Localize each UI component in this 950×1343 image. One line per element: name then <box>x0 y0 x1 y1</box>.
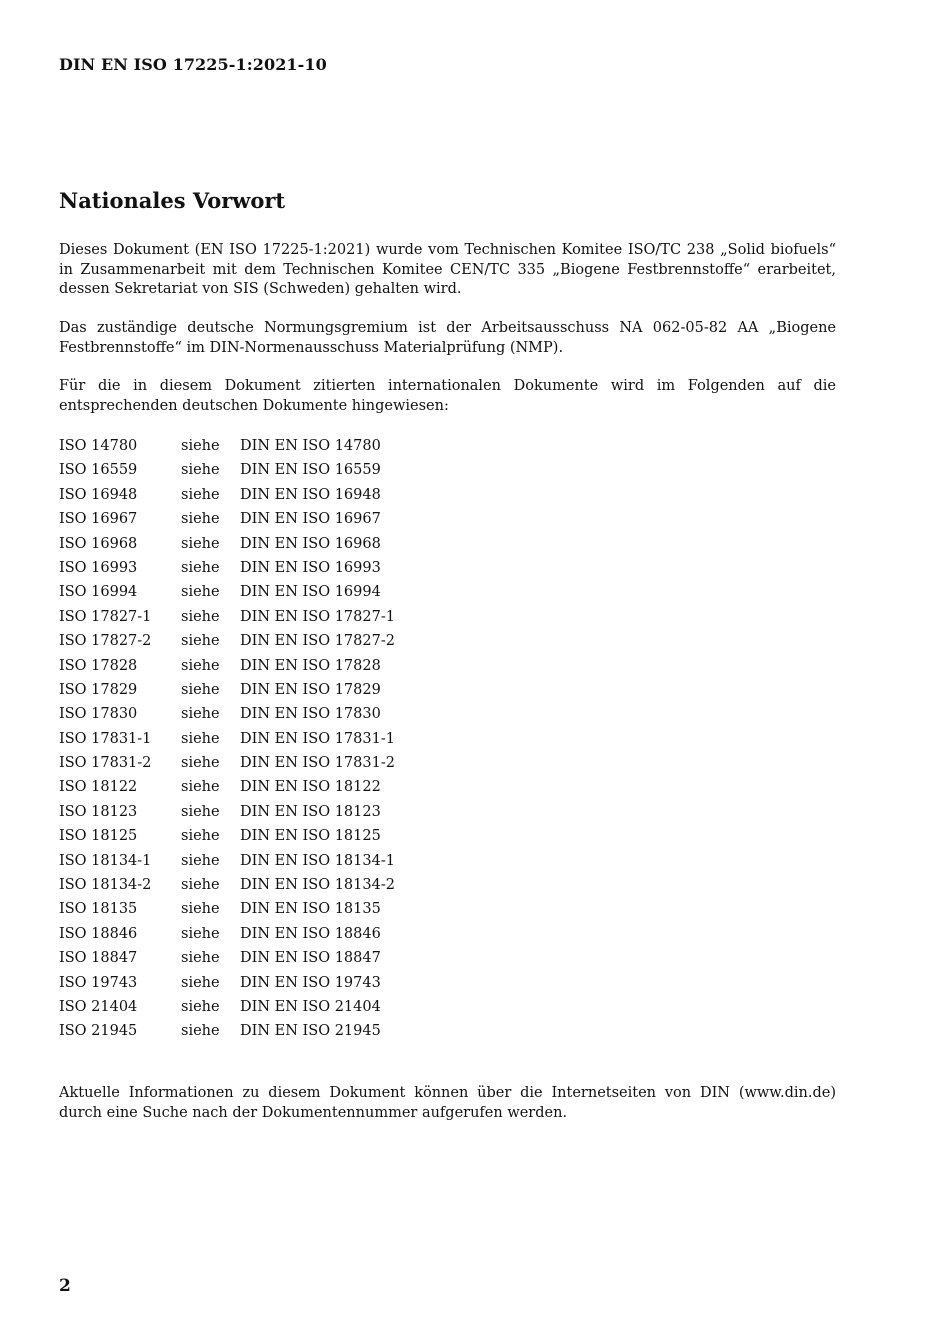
reference-row <box>59 849 395 873</box>
reference-iso-number: ISO 18846 <box>59 925 138 942</box>
reference-row <box>59 897 395 921</box>
reference-din-number: DIN EN ISO 16994 <box>240 584 381 601</box>
reference-iso-number: ISO 17828 <box>59 657 138 674</box>
reference-siehe-word: siehe <box>181 852 220 869</box>
reference-row <box>59 946 395 970</box>
reference-siehe-word: siehe <box>181 559 220 576</box>
reference-row <box>59 532 395 556</box>
reference-iso-number: ISO 17829 <box>59 681 138 698</box>
reference-din-number: DIN EN ISO 17827-1 <box>240 608 395 625</box>
reference-list <box>59 434 395 1044</box>
reference-row <box>59 727 395 751</box>
reference-siehe-word: siehe <box>181 706 220 723</box>
reference-iso-number: ISO 18134-2 <box>59 877 152 894</box>
reference-row <box>59 1019 395 1043</box>
reference-row <box>59 751 395 775</box>
reference-din-number: DIN EN ISO 17830 <box>240 706 381 723</box>
reference-row <box>59 458 395 482</box>
page-number: 2 <box>59 1276 71 1296</box>
reference-iso-number: ISO 16967 <box>59 511 138 528</box>
reference-siehe-word: siehe <box>181 535 220 552</box>
reference-din-number: DIN EN ISO 21404 <box>240 998 381 1015</box>
reference-iso-number: ISO 16559 <box>59 462 138 479</box>
reference-row <box>59 580 395 604</box>
reference-siehe-word: siehe <box>181 657 220 674</box>
reference-siehe-word: siehe <box>181 950 220 967</box>
reference-iso-number: ISO 18847 <box>59 950 138 967</box>
reference-iso-number: ISO 18122 <box>59 779 138 796</box>
reference-siehe-word: siehe <box>181 755 220 772</box>
reference-iso-number: ISO 18135 <box>59 901 138 918</box>
section-title: Nationales Vorwort <box>59 188 286 213</box>
reference-iso-number: ISO 16948 <box>59 486 138 503</box>
reference-siehe-word: siehe <box>181 730 220 747</box>
reference-din-number: DIN EN ISO 14780 <box>240 438 381 454</box>
reference-siehe-word: siehe <box>181 633 220 650</box>
reference-din-number: DIN EN ISO 18134-2 <box>240 877 395 894</box>
reference-iso-number: ISO 17827-1 <box>59 608 152 625</box>
reference-row <box>59 654 395 678</box>
reference-siehe-word: siehe <box>181 803 220 820</box>
reference-siehe-word: siehe <box>181 974 220 991</box>
reference-row <box>59 775 395 799</box>
reference-din-number: DIN EN ISO 18846 <box>240 925 381 942</box>
reference-siehe-word: siehe <box>181 877 220 894</box>
reference-siehe-word: siehe <box>181 681 220 698</box>
reference-iso-number: ISO 17830 <box>59 706 138 723</box>
reference-iso-number: ISO 17827-2 <box>59 633 152 650</box>
reference-din-number: DIN EN ISO 17827-2 <box>240 633 395 650</box>
reference-row <box>59 922 395 946</box>
reference-row <box>59 483 395 507</box>
reference-row <box>59 873 395 897</box>
paragraph-references-intro: Für die in diesem Dokument zitierten internationalen Dokumente wird im Folgenden auf die entsprechenden deutschen Dokumente hingewiesen: <box>59 378 836 414</box>
reference-row <box>59 434 395 458</box>
reference-row <box>59 678 395 702</box>
reference-siehe-word: siehe <box>181 608 220 625</box>
reference-row <box>59 824 395 848</box>
paragraph-committee: Dieses Dokument (EN ISO 17225-1:2021) wurde vom Technischen Komitee ISO/TC 238 „Solid biofuels“ in Zusammenarbeit mit dem Technischen Komitee CEN/TC 335 „Biogene Festbrennstoffe“ erarbeitet, dessen Sekretariat von SIS (Schweden) gehalten wird. <box>59 242 836 297</box>
reference-din-number: DIN EN ISO 16948 <box>240 486 381 503</box>
paragraph-responsible-body: Das zuständige deutsche Normungsgremium ist der Arbeitsausschuss NA 062-05-82 AA „Biogene Festbrennstoffe“ im DIN-Normenausschuss Materialprüfung (NMP). <box>59 320 836 356</box>
reference-siehe-word: siehe <box>181 1023 220 1040</box>
reference-iso-number: ISO 19743 <box>59 974 138 991</box>
document-header: DIN EN ISO 17225-1:2021-10 <box>59 55 327 74</box>
reference-siehe-word: siehe <box>181 511 220 528</box>
reference-siehe-word: siehe <box>181 462 220 479</box>
reference-siehe-word: siehe <box>181 779 220 796</box>
reference-row <box>59 800 395 824</box>
reference-siehe-word: siehe <box>181 901 220 918</box>
reference-row <box>59 605 395 629</box>
reference-row <box>59 556 395 580</box>
reference-siehe-word: siehe <box>181 828 220 845</box>
reference-iso-number: ISO 18125 <box>59 828 138 845</box>
reference-siehe-word: siehe <box>181 584 220 601</box>
reference-row <box>59 971 395 995</box>
reference-din-number: DIN EN ISO 18134-1 <box>240 852 395 869</box>
reference-din-number: DIN EN ISO 17831-2 <box>240 755 395 772</box>
reference-iso-number: ISO 18123 <box>59 803 138 820</box>
reference-din-number: DIN EN ISO 16968 <box>240 535 381 552</box>
reference-din-number: DIN EN ISO 17828 <box>240 657 381 674</box>
reference-din-number: DIN EN ISO 18122 <box>240 779 381 796</box>
reference-iso-number: ISO 16994 <box>59 584 138 601</box>
reference-din-number: DIN EN ISO 17829 <box>240 681 381 698</box>
reference-row <box>59 507 395 531</box>
reference-iso-number: ISO 17831-1 <box>59 730 152 747</box>
reference-din-number: DIN EN ISO 17831-1 <box>240 730 395 747</box>
reference-din-number: DIN EN ISO 18125 <box>240 828 381 845</box>
reference-din-number: DIN EN ISO 19743 <box>240 974 381 991</box>
reference-iso-number: ISO 21404 <box>59 998 138 1015</box>
reference-row <box>59 702 395 726</box>
reference-din-number: DIN EN ISO 18847 <box>240 950 381 967</box>
reference-din-number: DIN EN ISO 16559 <box>240 462 381 479</box>
reference-din-number: DIN EN ISO 16993 <box>240 559 381 576</box>
reference-siehe-word: siehe <box>181 438 220 454</box>
reference-siehe-word: siehe <box>181 925 220 942</box>
paragraph-current-info: Aktuelle Informationen zu diesem Dokument können über die Internetseiten von DIN (www.din.de) durch eine Suche nach der Dokumentennummer aufgerufen werden. <box>59 1085 836 1121</box>
reference-iso-number: ISO 18134-1 <box>59 852 152 869</box>
reference-iso-number: ISO 17831-2 <box>59 755 152 772</box>
reference-row <box>59 629 395 653</box>
reference-din-number: DIN EN ISO 18123 <box>240 803 381 820</box>
reference-din-number: DIN EN ISO 21945 <box>240 1023 381 1040</box>
reference-iso-number: ISO 14780 <box>59 438 138 454</box>
reference-iso-number: ISO 16968 <box>59 535 138 552</box>
reference-row <box>59 995 395 1019</box>
reference-iso-number: ISO 16993 <box>59 559 138 576</box>
reference-siehe-word: siehe <box>181 486 220 503</box>
reference-iso-number: ISO 21945 <box>59 1023 138 1040</box>
reference-din-number: DIN EN ISO 18135 <box>240 901 381 918</box>
reference-siehe-word: siehe <box>181 998 220 1015</box>
reference-din-number: DIN EN ISO 16967 <box>240 511 381 528</box>
